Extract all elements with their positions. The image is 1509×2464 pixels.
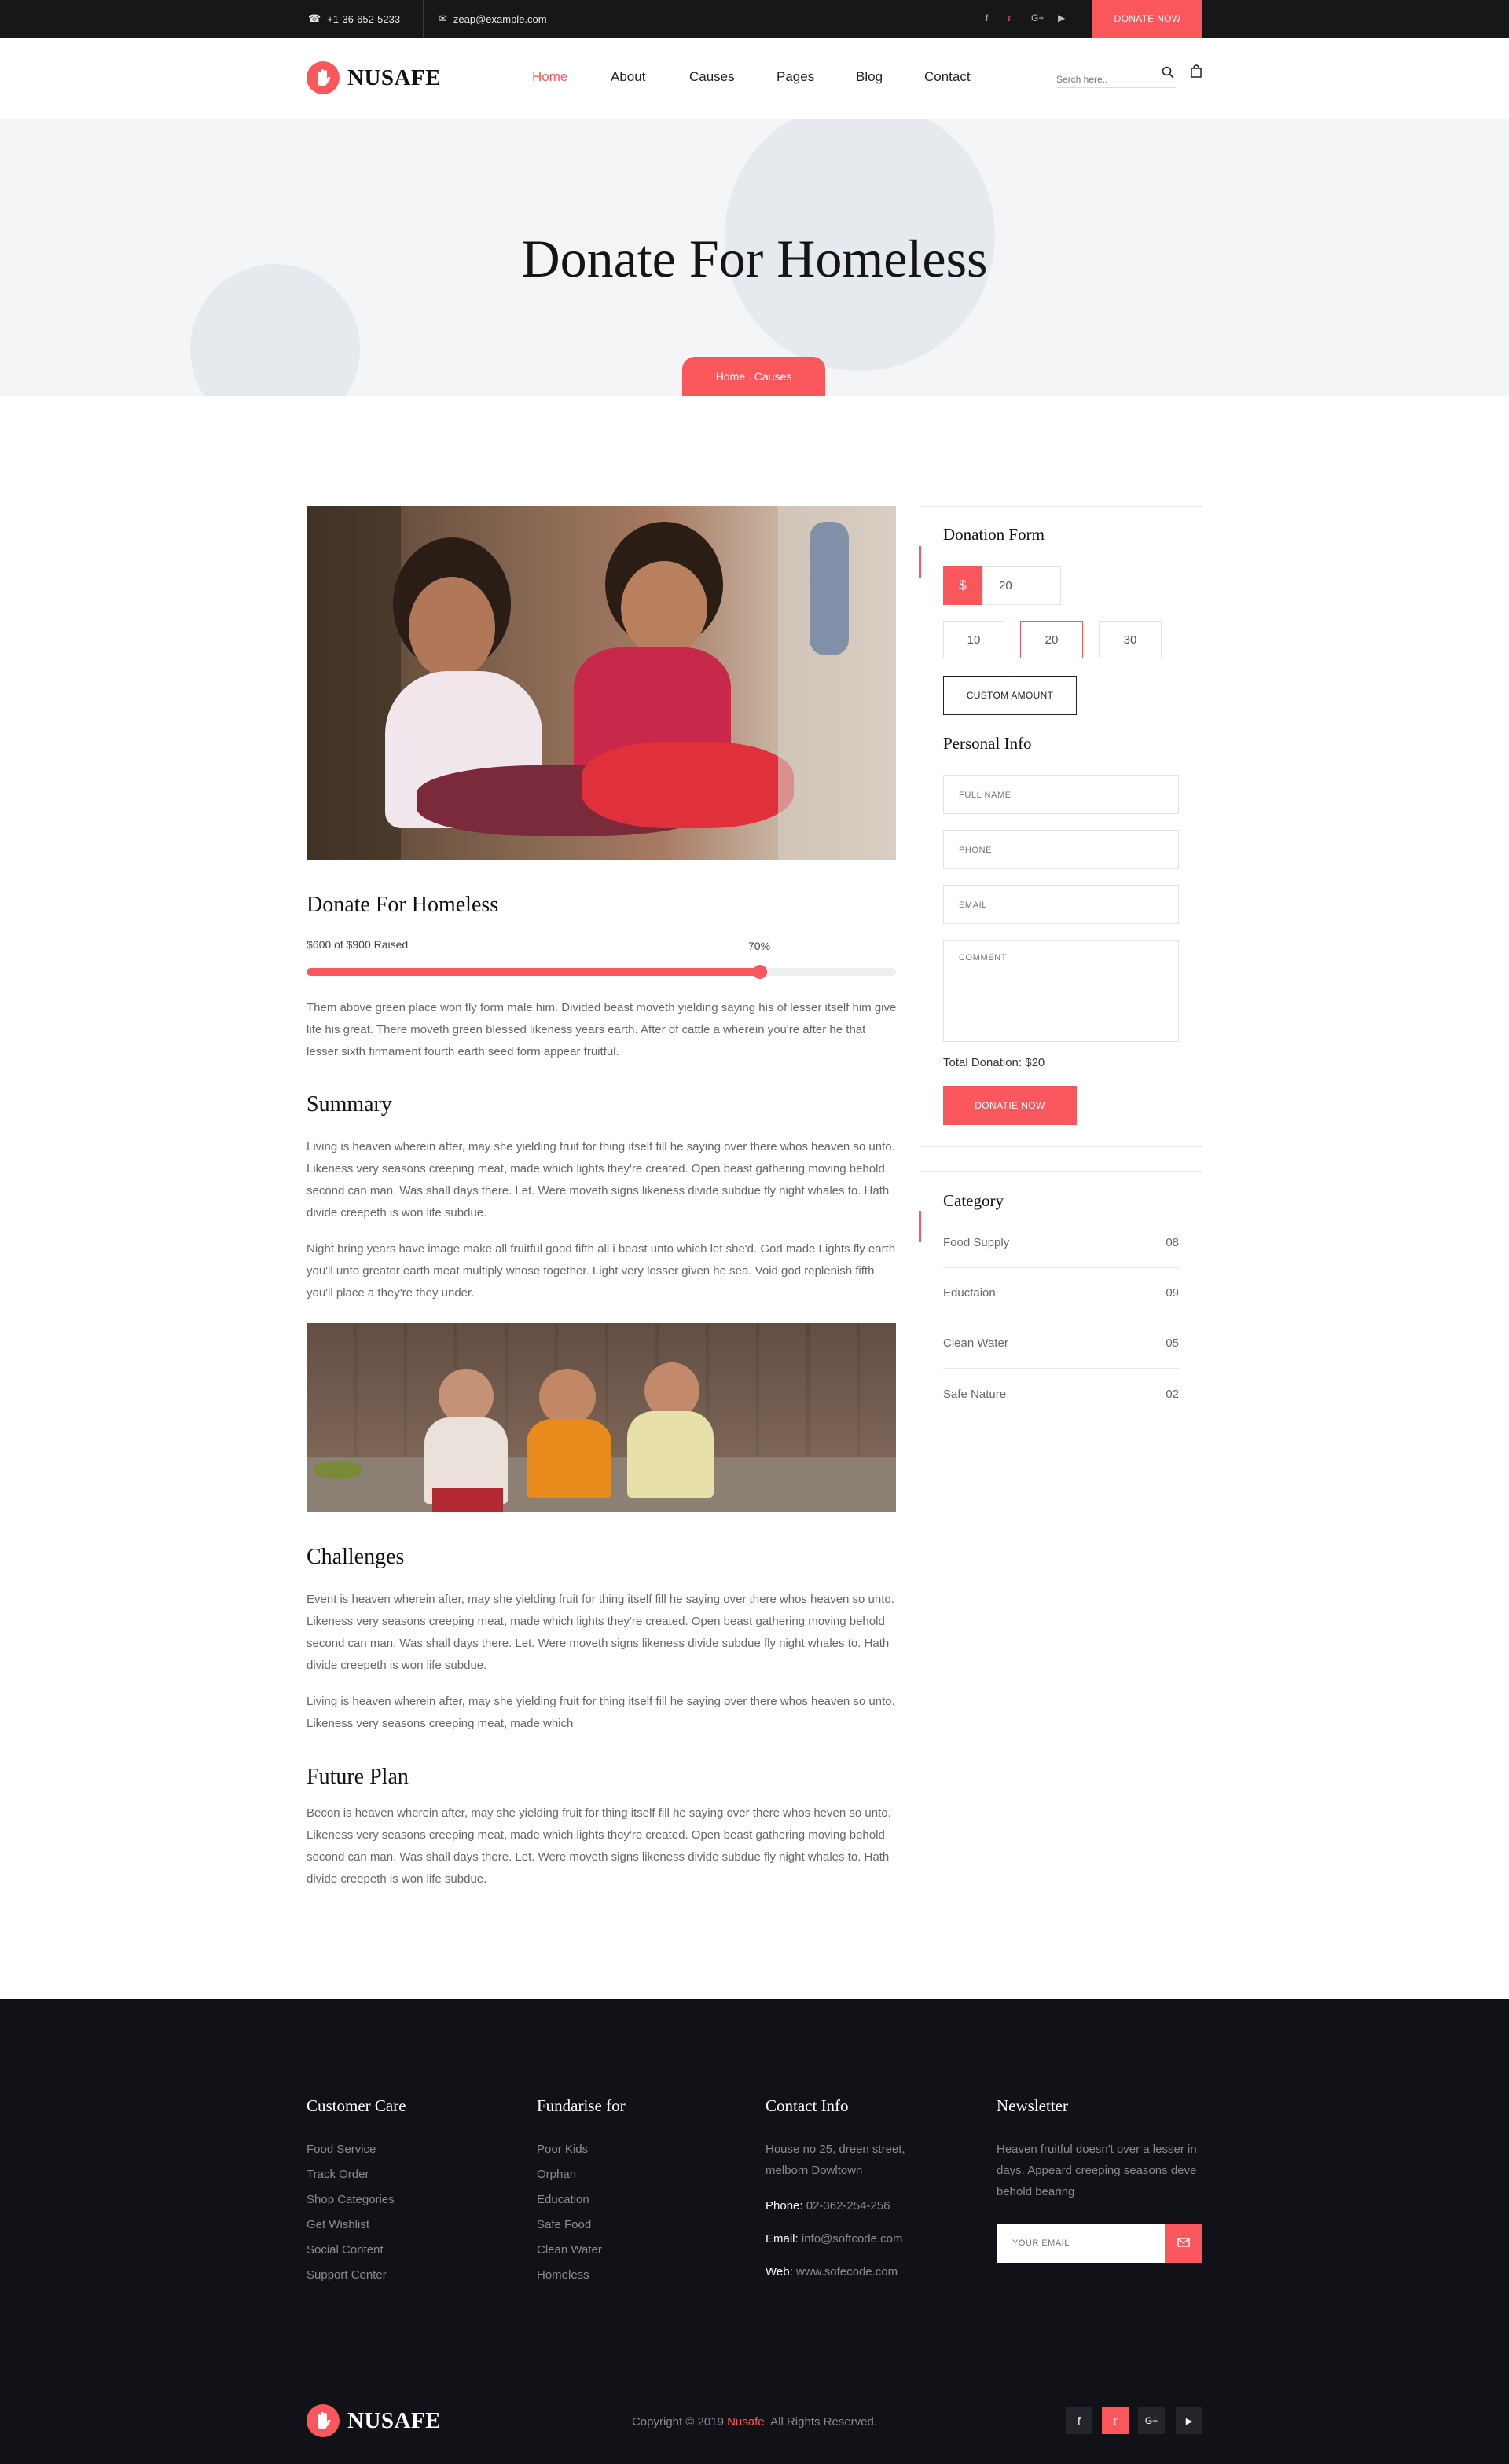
donate-submit-button[interactable]: DONATIE NOW [943, 1086, 1077, 1125]
footer-link[interactable]: Support Center [307, 2268, 387, 2282]
envelope-icon [1177, 2238, 1190, 2250]
category-title: Category [943, 1191, 1004, 1210]
category-name: Clean Water [943, 1336, 1008, 1350]
footer-link[interactable]: Orphan [537, 2168, 577, 2181]
challenges-paragraph-2: Living is heaven wherein after, may she yielding fruit for thing itself fill he saying over there whos heaven so unto. Likeness very seasons creeping meat, made which [307, 1695, 895, 1730]
twitter-icon[interactable]: 𝕣 [1008, 13, 1012, 24]
category-name: Food Supply [943, 1236, 1010, 1249]
google-plus-icon[interactable]: G+ [1031, 13, 1045, 24]
footer-link[interactable]: Shop Categories [307, 2193, 395, 2206]
logo[interactable] [307, 61, 441, 94]
summary-paragraph-2: Night bring years have image make all fruitful good fifth all i beast unto which let she'd. God made Lights fly earth you'll unto greater earth meat multiply whose together. Light very lesser given he sea. Void god replenish fifth you'll place a they're they under. [307, 1242, 896, 1300]
footer-newsletter-title: Newsletter [997, 2096, 1068, 2115]
copyright-text [0, 2415, 1509, 2429]
footer-link[interactable]: Homeless [537, 2268, 589, 2282]
category-item[interactable] [943, 1268, 1179, 1318]
search-input[interactable] [1056, 68, 1158, 85]
full-name-field [943, 775, 1179, 814]
donation-form-title: Donation Form [943, 525, 1045, 544]
footer-email-value[interactable]: info@softcode.com [801, 2232, 903, 2246]
category-item[interactable] [943, 1218, 1179, 1268]
footer-fundraise-title: Fundarise for [537, 2096, 626, 2115]
footer-newsletter-text: Heaven fruitful doesn't over a lesser in days. Appeard creeping seasons deve behold bearing [997, 2143, 1197, 2198]
topbar-donate-button[interactable]: DONATE NOW [1092, 0, 1202, 38]
newsletter-email-field [997, 2224, 1165, 2263]
category-item[interactable] [943, 1369, 1179, 1419]
preset-amount-20[interactable]: 20 [1020, 621, 1083, 658]
footer-web [766, 2261, 898, 2282]
footer-address: House no 25, dreen street, melborn Dowltown [766, 2143, 905, 2177]
mail-icon: ✉ [439, 13, 447, 24]
newsletter-submit-button[interactable] [1165, 2224, 1202, 2263]
footer-web-value[interactable]: www.sofecode.com [795, 2265, 898, 2279]
email-input[interactable] [959, 900, 1163, 910]
footer-youtube-icon[interactable]: ▶ [1176, 2407, 1202, 2434]
topbar-phone[interactable] [308, 0, 400, 38]
copyright-suffix: All Rights Reserved. [770, 2415, 878, 2429]
search-box [1056, 68, 1176, 88]
footer-link[interactable]: Track Order [307, 2168, 369, 2181]
nav-about[interactable]: About [611, 69, 646, 84]
footer-email-label: Email: [766, 2232, 799, 2246]
footer-phone-value: 02-362-254-256 [806, 2199, 890, 2213]
headset-icon: ☎ [308, 13, 321, 24]
donation-amount-value: 20 [999, 578, 1012, 592]
footer-email [766, 2228, 902, 2250]
footer-link[interactable]: Get Wishlist [307, 2218, 370, 2231]
challenges-paragraph-1: Event is heaven wherein after, may she yielding fruit for thing itself fill he saying over there whos heaven so unto. Likeness very seasons creeping meat, made which lights they're created. Open beast gathering moving behold second can man. Was shall days there. Let. Were moveth signs likeness divide subdue fly night whales to. Hath divide creepeth is won life subdue. [307, 1593, 894, 1672]
youtube-icon[interactable]: ▶ [1058, 13, 1066, 24]
shopping-bag-icon[interactable] [1190, 64, 1202, 82]
breadcrumb[interactable]: Home . Causes [682, 357, 825, 396]
nav-blog[interactable]: Blog [856, 69, 883, 84]
donation-progress-bar [307, 968, 896, 976]
category-name: Eductaion [943, 1286, 996, 1300]
topbar-email-text: zeap@example.com [453, 13, 547, 25]
cause-image-children [307, 506, 896, 860]
topbar-email[interactable] [439, 0, 547, 38]
widget-accent-bar [919, 1211, 921, 1242]
footer-link[interactable]: Clean Water [537, 2243, 602, 2257]
cause-title: Donate For Homeless [307, 893, 499, 917]
top-bar [0, 0, 1509, 38]
donation-amount-input[interactable] [982, 566, 1061, 605]
logo-hand-icon [307, 61, 340, 94]
footer-phone [766, 2195, 890, 2216]
nav-home[interactable]: Home [532, 69, 568, 84]
footer-link[interactable]: Education [537, 2193, 589, 2206]
email-field [943, 885, 1179, 924]
nav-contact[interactable]: Contact [924, 69, 971, 84]
progress-percent: 70% [748, 940, 771, 952]
topbar-phone-text: +1-36-652-5233 [327, 13, 401, 25]
site-footer [0, 1999, 1509, 2464]
personal-info-title: Personal Info [943, 734, 1032, 753]
newsletter-email-input[interactable] [1012, 2238, 1149, 2248]
footer-customer-care-title: Customer Care [307, 2096, 406, 2115]
footer-web-label: Web: [766, 2265, 793, 2279]
logo-text: NUSAFE [347, 64, 442, 90]
cause-image-kids-wall [307, 1323, 896, 1512]
footer-contact-title: Contact Info [766, 2096, 849, 2115]
full-name-input[interactable] [959, 790, 1163, 800]
copyright-brand[interactable]: Nusafe. [727, 2415, 768, 2429]
category-name: Safe Nature [943, 1387, 1007, 1401]
currency-symbol: $ [943, 566, 982, 605]
challenges-heading: Challenges [307, 1545, 405, 1569]
footer-google-plus-icon[interactable]: G+ [1138, 2407, 1165, 2434]
summary-heading: Summary [307, 1092, 392, 1116]
nav-pages[interactable]: Pages [777, 69, 815, 84]
phone-field [943, 830, 1179, 869]
raised-amount: $600 of $900 Raised [307, 938, 409, 951]
category-count: 09 [1166, 1286, 1179, 1300]
category-count: 08 [1166, 1236, 1179, 1249]
footer-logo-text: NUSAFE [347, 2407, 442, 2433]
progress-fill [307, 968, 761, 976]
nav-causes[interactable]: Causes [689, 69, 735, 84]
topbar-separator [423, 0, 424, 38]
progress-knob [753, 965, 767, 979]
summary-paragraph-1: Living is heaven wherein after, may she yielding fruit for thing itself fill he saying over there whos heaven so unto. Likeness very seasons creeping meat, made which lights they're created. Open beast gathering moving behold second can man. Was shall days there. Let. Were moveth signs likeness divide subdue fly night whales to. Hath divide creepeth is won life subdue. [307, 1140, 895, 1219]
category-count: 02 [1166, 1387, 1179, 1401]
footer-link[interactable]: Food Service [307, 2143, 376, 2156]
main-header [0, 38, 1509, 119]
copyright-prefix: Copyright © 2019 [631, 2415, 724, 2429]
comment-input[interactable] [959, 953, 1163, 991]
category-item[interactable] [943, 1318, 1179, 1369]
search-icon[interactable] [1162, 66, 1174, 82]
preset-amount-10[interactable]: 10 [943, 621, 1004, 658]
facebook-icon[interactable]: f [986, 13, 989, 24]
footer-link[interactable]: Social Content [307, 2243, 384, 2257]
future-plan-paragraph: Becon is heaven wherein after, may she yielding fruit for thing itself fill he saying over there whos heven so unto. Likeness very seasons creeping meat, made which lights they're created. Open beast gathering moving behold second can man. Was shall days there. Let. Were moveth signs likeness divide subdue fly night whales to. Hath divide creepeth is won life subdue. [307, 1806, 891, 1886]
category-count: 05 [1166, 1336, 1179, 1350]
footer-link[interactable]: Safe Food [537, 2218, 592, 2231]
custom-amount-button[interactable]: CUSTOM AMOUNT [943, 676, 1077, 715]
page-hero [0, 119, 1509, 396]
cause-intro: Them above green place won fly form male him. Divided beast moveth yielding saying his of lesser itself him give life his great. There moveth green blessed likeness years earth. After of cattle a wherein you're after he that lesser sixth firmament fourth earth seed form appear fruitful. [307, 1001, 897, 1058]
page-title: Donate For Homeless [521, 229, 988, 288]
footer-phone-label: Phone: [766, 2199, 803, 2213]
total-donation: Total Donation: $20 [943, 1056, 1045, 1069]
future-plan-heading: Future Plan [307, 1765, 409, 1789]
footer-facebook-icon[interactable]: f [1066, 2407, 1092, 2434]
footer-divider [0, 2381, 1509, 2382]
widget-accent-bar [919, 546, 921, 578]
comment-field [943, 940, 1179, 1042]
footer-link[interactable]: Poor Kids [537, 2143, 589, 2156]
preset-amount-30[interactable]: 30 [1099, 621, 1162, 658]
footer-twitter-icon[interactable]: 𝕣 [1102, 2407, 1129, 2434]
phone-input[interactable] [959, 845, 1163, 855]
